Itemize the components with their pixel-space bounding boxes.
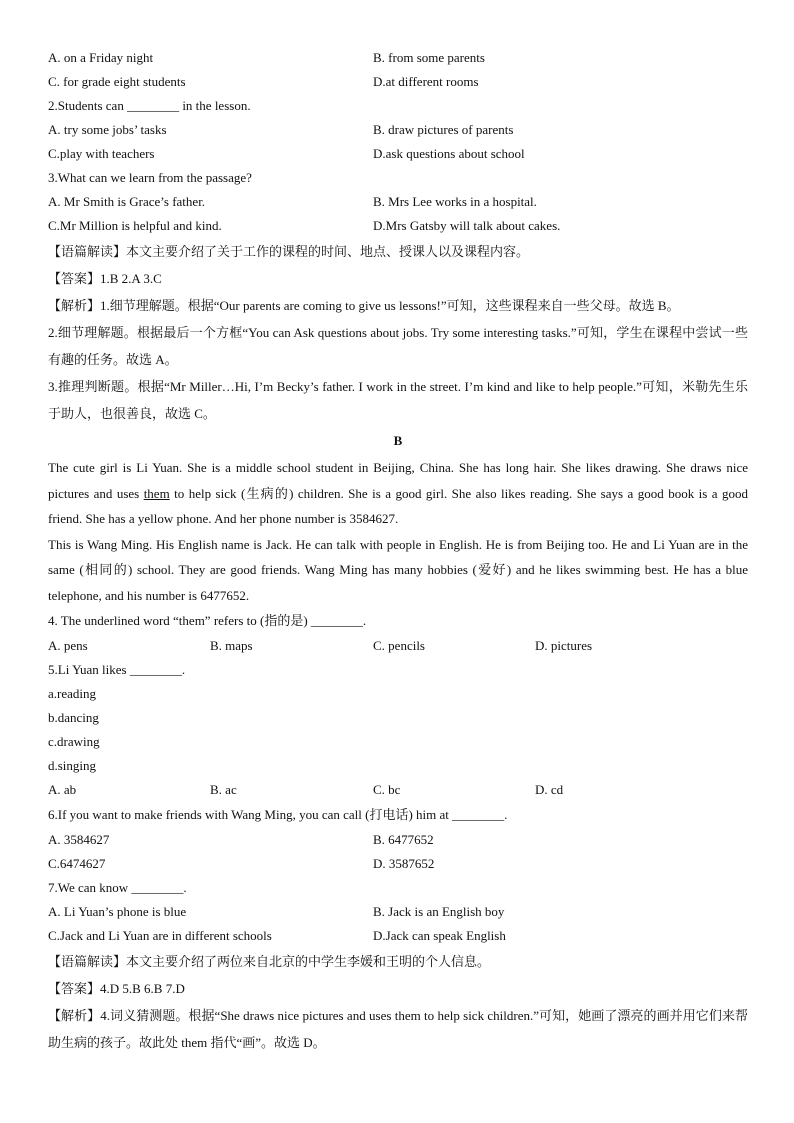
q2-option-b: B. draw pictures of parents (373, 122, 514, 137)
q4-option-b: B. maps (210, 638, 253, 653)
section-b-paragraph-2: This is Wang Ming. His English name is Jack. He can talk with people in English. He is from Beijing too. He and Li Yuan are in the same (相同的) school. They are good friends. Wang Ming has many hobbies (爱好) and he likes swimming best. He has a blue telephone, and his number is 6477652. (48, 536, 748, 603)
part-b-answer: 【答案】4.D 5.B 6.B 7.D (48, 981, 185, 996)
q4-option-d: D. pictures (535, 638, 593, 653)
q2-options-row-1 (48, 118, 748, 142)
part-a-explain-1: 【解析】1.细节理解题。根据“Our parents are coming to give us lessons!”可知，这些课程来自一些父母。故选 B。 (48, 298, 680, 313)
q5-item-drawing: c.drawing (48, 734, 100, 749)
q1-options-row-2 (48, 70, 748, 94)
underlined-word-them: them (143, 485, 170, 501)
q1-option-b: B. from some parents (373, 50, 485, 65)
q7-options-row-1 (48, 900, 748, 924)
q3-option-b: B. Mrs Lee works in a hospital. (373, 194, 537, 209)
q6-options-row-1 (48, 828, 748, 852)
section-b-heading: B (393, 433, 403, 448)
q5-item-reading: a.reading (48, 686, 97, 701)
part-a-summary: 【语篇解读】本文主要介绍了关于工作的课程的时间、地点、授课人以及课程内容。 (48, 244, 530, 259)
q2-options-row-2 (48, 142, 748, 166)
q7-option-d: D.Jack can speak English (373, 928, 506, 943)
q4-option-a: A. pens (48, 638, 88, 653)
q7-option-c: C.Jack and Li Yuan are in different schools (48, 928, 272, 943)
q7-option-a: A. Li Yuan’s phone is blue (48, 904, 187, 919)
q4-option-c: C. pencils (373, 638, 425, 653)
q6-options-row-2 (48, 852, 748, 876)
q3-options-row-1 (48, 190, 748, 214)
q2-option-c: C.play with teachers (48, 146, 155, 161)
section-b-paragraph-1 (48, 455, 748, 532)
paragraph-1-end: to help sick (生病的) children. She is a good girl. She also likes reading. She says a good book is a good friend. She has a yellow phone. And her phone number is 3584627. (48, 485, 748, 526)
q6-option-d: D. 3587652 (373, 856, 435, 871)
q5-stem: 5.Li Yuan likes ________. (48, 662, 186, 677)
worksheet-page (48, 46, 748, 1056)
q5-item-singing: d.singing (48, 758, 97, 773)
q4-options-row (48, 633, 748, 658)
q6-stem: 6.If you want to make friends with Wang Ming, you can call (打电话) him at ________. (48, 807, 508, 822)
part-a-explain-3: 3.推理判断题。根据“Mr Miller…Hi, I’m Becky’s father. I work in the street. I’m kind and like to help people.”可知，米勒先生乐于助人，也很善良，故选 C。 (48, 379, 748, 421)
q1-option-a: A. on a Friday night (48, 50, 154, 65)
q7-options-row-2 (48, 924, 748, 948)
q3-option-c: C.Mr Million is helpful and kind. (48, 218, 222, 233)
q5-option-c: C. bc (373, 782, 401, 797)
q5-option-d: D. cd (535, 782, 564, 797)
q6-option-c: C.6474627 (48, 856, 106, 871)
q1-option-c: C. for grade eight students (48, 74, 186, 89)
q7-stem: 7.We can know ________. (48, 880, 187, 895)
q2-option-d: D.ask questions about school (373, 146, 525, 161)
part-b-summary: 【语篇解读】本文主要介绍了两位来自北京的中学生李媛和王明的个人信息。 (48, 954, 491, 969)
part-a-answer: 【答案】1.B 2.A 3.C (48, 271, 162, 286)
q5-option-b: B. ac (210, 782, 237, 797)
part-b-explain-4: 【解析】4.词义猜测题。根据“She draws nice pictures and uses them to help sick children.”可知，她画了漂亮的画并用它们来帮助生病的孩子。故此处 them 指代“画”。故选 D。 (48, 1008, 748, 1050)
q1-options-row-1 (48, 46, 748, 70)
q3-stem: 3.What can we learn from the passage? (48, 170, 252, 185)
paragraph-1-start: The cute girl is Li Yuan. She is a middle school student in Beijing, China. She has long hair. She likes drawing. She draws nice pictures and uses (48, 460, 748, 501)
q2-stem: 2.Students can ________ in the lesson. (48, 98, 251, 113)
q5-option-a: A. ab (48, 782, 77, 797)
part-a-explain-2: 2.细节理解题。根据最后一个方框“You can Ask questions about jobs. Try some interesting tasks.”可知，学生在课程中尝试一些有趣的任务。故选 A。 (48, 325, 748, 367)
q5-item-dancing: b.dancing (48, 710, 99, 725)
q1-option-d: D.at different rooms (373, 74, 479, 89)
q3-option-a: A. Mr Smith is Grace’s father. (48, 194, 206, 209)
q4-stem: 4. The underlined word “them” refers to (指的是) ________. (48, 613, 367, 628)
q3-options-row-2 (48, 214, 748, 238)
q2-option-a: A. try some jobs’ tasks (48, 122, 167, 137)
q3-option-d: D.Mrs Gatsby will talk about cakes. (373, 218, 561, 233)
q7-option-b: B. Jack is an English boy (373, 904, 505, 919)
q5-options-row (48, 778, 748, 802)
q6-option-b: B. 6477652 (373, 832, 434, 847)
q6-option-a: A. 3584627 (48, 832, 110, 847)
